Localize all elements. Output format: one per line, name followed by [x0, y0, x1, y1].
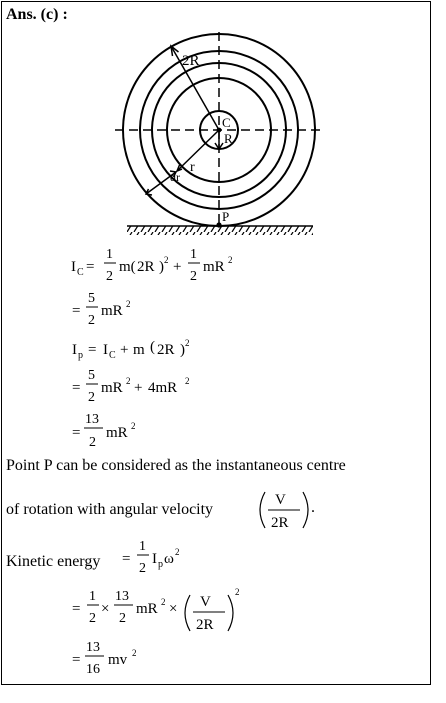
svg-text:2: 2 [235, 587, 240, 597]
svg-text:2: 2 [89, 611, 96, 626]
label-P: P [222, 209, 230, 224]
svg-text:13: 13 [85, 412, 99, 427]
svg-text:=: = [72, 303, 81, 319]
svg-text:1: 1 [139, 539, 146, 554]
equation-ic [71, 247, 233, 284]
svg-text:2: 2 [89, 435, 96, 450]
svg-text:5: 5 [88, 368, 95, 383]
svg-text:2: 2 [88, 313, 95, 328]
svg-text:=: = [72, 652, 81, 668]
svg-text:2: 2 [190, 269, 197, 284]
svg-text:+: + [173, 259, 182, 275]
label-r: r [190, 160, 195, 175]
answer-label: Ans. (c) : [6, 6, 68, 23]
svg-text:13: 13 [115, 589, 129, 604]
svg-text:mR: mR [136, 601, 158, 617]
svg-text:=: = [72, 601, 81, 617]
paragraph-line-1: Point P can be considered as the instantaneous centre [6, 457, 346, 474]
svg-text:2: 2 [185, 376, 190, 386]
svg-text:V: V [200, 594, 211, 610]
svg-text:2: 2 [126, 299, 131, 309]
svg-text:+: + [120, 342, 129, 358]
svg-text:×: × [169, 601, 178, 617]
svg-text:): ) [159, 259, 164, 275]
label-dr: dr [170, 170, 180, 184]
eq1-text [0, 0, 1, 1]
svg-text:1: 1 [106, 247, 113, 262]
angular-velocity-fraction [260, 492, 308, 531]
svg-text:2R: 2R [196, 617, 214, 633]
svg-text:mR: mR [106, 425, 128, 441]
svg-text:2R: 2R [271, 515, 289, 531]
svg-text:m(: m( [119, 259, 136, 275]
kinetic-energy-result [72, 640, 137, 677]
svg-text:1: 1 [89, 589, 96, 604]
svg-text:2: 2 [131, 421, 136, 431]
kinetic-energy-substituted [72, 587, 240, 633]
equation-ic-result [72, 291, 131, 328]
svg-text:p: p [158, 559, 163, 570]
equation-ip-expanded [72, 368, 190, 405]
svg-text:mR: mR [101, 303, 123, 319]
equation-ip [72, 338, 190, 361]
svg-text:ω: ω [164, 551, 174, 567]
svg-text:2: 2 [88, 390, 95, 405]
svg-text:C: C [109, 350, 116, 361]
paragraph-line-2: of rotation with angular velocity [6, 501, 214, 518]
svg-text:=: = [72, 425, 81, 441]
svg-text:2: 2 [126, 376, 131, 386]
label-2R: 2R [182, 53, 200, 69]
svg-text:1: 1 [190, 247, 197, 262]
svg-text:2: 2 [228, 255, 233, 265]
svg-text:): ) [150, 340, 155, 356]
svg-text:2: 2 [106, 269, 113, 284]
kinetic-energy-label: Kinetic energy [6, 553, 101, 570]
svg-text:=: = [88, 342, 97, 358]
svg-text:mR: mR [203, 259, 225, 275]
svg-text:=: = [86, 259, 95, 275]
svg-text:4mR: 4mR [148, 380, 178, 396]
svg-text:2R: 2R [137, 259, 155, 275]
svg-text:2: 2 [119, 611, 126, 626]
svg-text:2: 2 [132, 648, 137, 658]
svg-text:2R: 2R [157, 342, 175, 358]
paragraph-line-2-end: . [311, 499, 315, 516]
label-R: R [224, 131, 233, 146]
svg-text:2: 2 [139, 561, 146, 576]
svg-text:2: 2 [185, 338, 190, 348]
svg-text:I: I [152, 551, 157, 567]
svg-text:2: 2 [175, 547, 180, 557]
svg-text:=: = [122, 551, 131, 567]
svg-text:+: + [134, 380, 143, 396]
svg-text:13: 13 [86, 640, 100, 655]
svg-text:16: 16 [86, 662, 100, 677]
svg-text:mv: mv [108, 652, 128, 668]
svg-text:C: C [77, 267, 84, 278]
label-C: C [222, 115, 231, 130]
svg-text:2: 2 [164, 255, 169, 265]
svg-text:): ) [180, 342, 185, 358]
svg-text:m: m [133, 342, 145, 358]
equation-ip-result [72, 412, 136, 450]
svg-text:p: p [78, 350, 83, 361]
svg-text:=: = [72, 380, 81, 396]
svg-text:I: I [103, 342, 108, 358]
svg-text:V: V [275, 492, 286, 508]
svg-text:×: × [101, 601, 110, 617]
svg-text:I: I [71, 259, 76, 275]
svg-text:mR: mR [101, 380, 123, 396]
svg-text:5: 5 [88, 291, 95, 306]
kinetic-energy-formula [122, 539, 180, 576]
svg-text:2: 2 [161, 597, 166, 607]
svg-text:I: I [72, 342, 77, 358]
